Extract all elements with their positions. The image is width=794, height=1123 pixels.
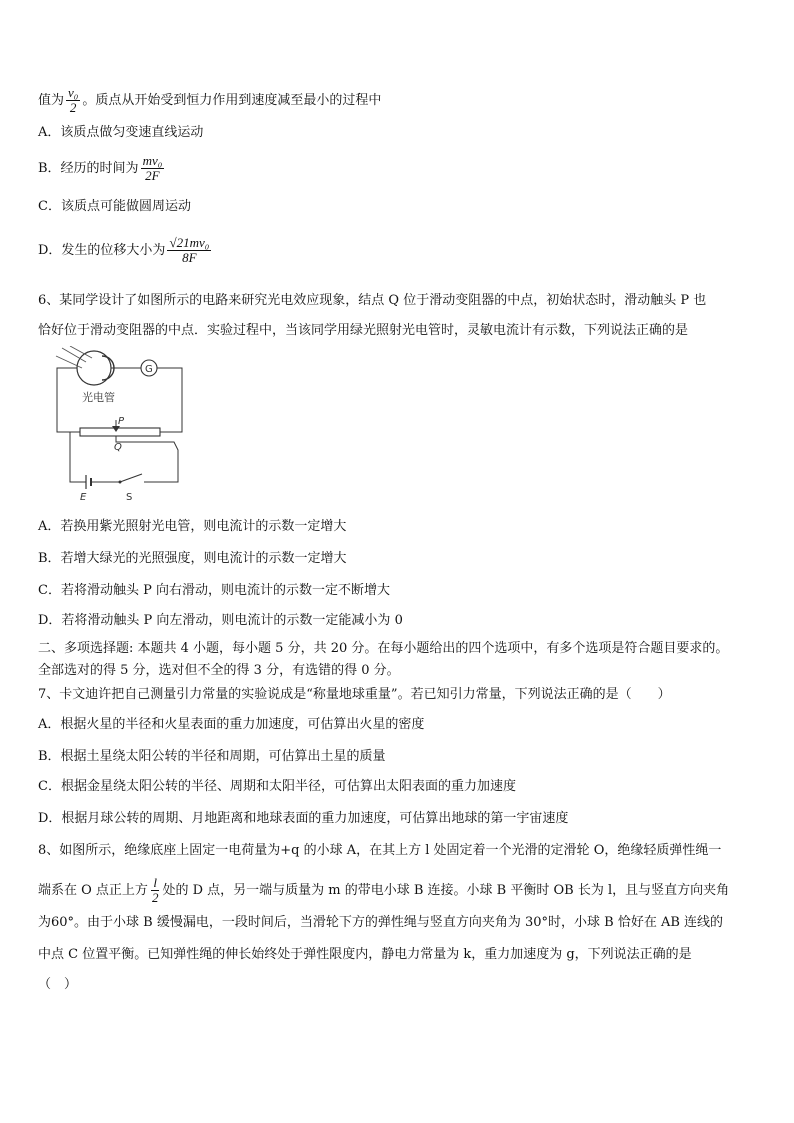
q6-option-d: D．若将滑动触头 P 向左滑动，则电流计的示数一定能减小为 0 xyxy=(38,613,403,628)
q5-option-b-fraction xyxy=(141,154,165,183)
q7-option-c: C．根据金星绕太阳公转的半径、周期和太阳半径，可估算出太阳表面的重力加速度 xyxy=(38,779,516,794)
switch-lever xyxy=(120,474,142,482)
switch-s-label: S xyxy=(126,492,133,502)
q6-stem-line-2: 恰好位于滑动变阻器的中点．实验过程中，当该同学用绿光照射光电管时，灵敏电流计有示数，下列说法正确的是 xyxy=(38,323,689,338)
fraction-numerator: v₀ xyxy=(68,85,79,100)
fraction-denominator: 2 xyxy=(151,890,159,905)
switch-pivot xyxy=(119,481,122,484)
q5-option-b-prefix: B．经历的时间为 xyxy=(38,161,139,176)
q5-stem-prefix: 值为 xyxy=(38,93,65,108)
q8-line-2-fraction xyxy=(150,876,161,905)
fraction-denominator: 2F xyxy=(145,168,160,183)
q5-option-c: C．该质点可能做圆周运动 xyxy=(38,199,191,214)
fraction-numerator: √21mv₀ xyxy=(169,235,210,250)
q5-option-a: A．该质点做匀变速直线运动 xyxy=(38,125,204,140)
q5-stem-fraction xyxy=(66,86,80,115)
q8-stem-line-2 xyxy=(38,876,729,905)
q8-stem-line-5: （ ） xyxy=(38,977,78,992)
q8-line-2-prefix: 端系在 O 点正上方 xyxy=(38,883,148,898)
battery-e-label: E xyxy=(80,492,87,502)
galvanometer-label: G xyxy=(145,364,153,375)
q5-stem xyxy=(38,86,381,115)
q5-stem-suffix: 。质点从开始受到恒力作用到速度减至最小的过程中 xyxy=(82,93,382,108)
section2-instructions-line-2: 全部选对的得 5 分，选对但不全的得 3 分，有选错的得 0 分。 xyxy=(38,663,400,678)
wire xyxy=(116,436,178,458)
q6-option-c: C．若将滑动触头 P 向右滑动，则电流计的示数一定不断增大 xyxy=(38,583,390,598)
q7-option-d: D．根据月球公转的周期、月地距离和地球表面的重力加速度，可估算出地球的第一宇宙速度 xyxy=(38,811,569,826)
fraction-numerator: mv₀ xyxy=(142,153,163,168)
wire xyxy=(144,458,178,482)
photoelectric-circuit-diagram xyxy=(52,346,192,502)
wire xyxy=(57,368,80,432)
fraction-denominator: 8F xyxy=(182,250,197,265)
wire xyxy=(157,368,182,428)
q8-line-2-suffix: 处的 D 点，另一端与质量为 m 的带电小球 B 连接。小球 B 平衡时 OB 长为 l，且与竖直方向夹角 xyxy=(162,883,730,898)
q5-option-d xyxy=(38,236,213,265)
q6-stem-line-1: 6、某同学设计了如图所示的电路来研究光电效应现象，结点 Q 位于滑动变阻器的中点，初始状态时，滑动触头 P 也 xyxy=(38,293,707,308)
section2-instructions-line-1: 二、多项选择题: 本题共 4 小题，每小题 5 分，共 20 分。在每小题给出的四个选项中，有多个选项是符合题目要求的。 xyxy=(38,641,729,656)
wire xyxy=(160,428,182,432)
q6-option-b: B．若增大绿光的光照强度，则电流计的示数一定增大 xyxy=(38,551,347,566)
q5-option-d-fraction xyxy=(167,236,211,265)
q7-option-b: B．根据土星绕太阳公转的半径和周期，可估算出土星的质量 xyxy=(38,749,386,764)
node-q-label: Q xyxy=(114,442,122,453)
fraction-denominator: 2 xyxy=(69,100,77,115)
slider-p-label: P xyxy=(118,416,125,427)
photocell-label: 光电管 xyxy=(82,391,115,404)
q8-stem-line-1: 8、如图所示，绝缘底座上固定一电荷量为+q 的小球 A，在其上方 l 处固定着一个光滑的定滑轮 O，绝缘轻质弹性绳一 xyxy=(38,843,722,858)
q8-stem-line-4: 中点 C 位置平衡。已知弹性绳的伸长始终处于弹性限度内，静电力常量为 k，重力加速度为 g，下列说法正确的是 xyxy=(38,947,692,962)
rheostat xyxy=(80,428,160,436)
q5-option-b xyxy=(38,154,166,183)
wire xyxy=(70,432,86,482)
q8-stem-line-3: 为60°。由于小球 B 缓慢漏电，一段时间后，当滑轮下方的弹性绳与竖直方向夹角为 30°时，小球 B 恰好在 AB 连线的 xyxy=(38,915,724,930)
fraction-numerator: l xyxy=(153,875,157,890)
q6-option-a: A．若换用紫光照射光电管，则电流计的示数一定增大 xyxy=(38,519,347,534)
q7-stem: 7、卡文迪许把自己测量引力常量的实验说成是“称量地球重量”。若已知引力常量，下列说法正确的是（ ） xyxy=(38,687,671,702)
q7-option-a: A．根据火星的半径和火星表面的重力加速度，可估算出火星的密度 xyxy=(38,717,425,732)
q5-option-d-prefix: D．发生的位移大小为 xyxy=(38,243,166,258)
